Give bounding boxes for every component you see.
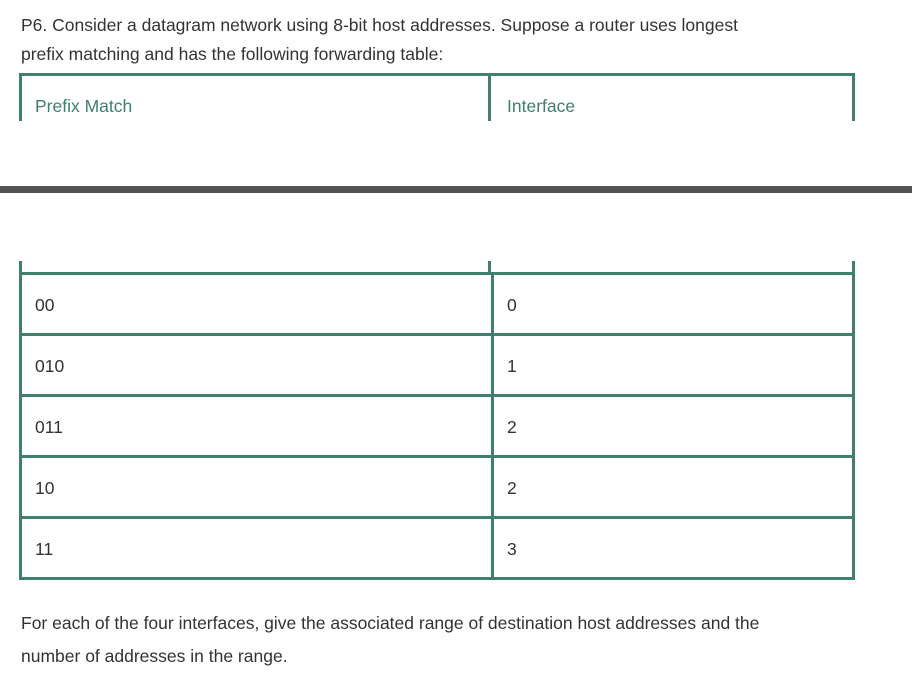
header-interface: Interface xyxy=(507,96,576,116)
row-divider xyxy=(491,397,494,455)
table-header-border-mid xyxy=(488,76,491,121)
table-row xyxy=(19,397,855,458)
table-header-border-right xyxy=(852,76,855,121)
cell-prefix: 010 xyxy=(35,356,65,376)
table-header-border-left xyxy=(19,76,22,121)
table-row xyxy=(19,275,855,336)
cell-interface: 1 xyxy=(507,356,517,376)
cell-interface: 3 xyxy=(507,539,517,559)
instruction-line-2: number of addresses in the range. xyxy=(21,646,288,666)
instruction-text xyxy=(21,607,891,673)
cell-interface: 0 xyxy=(507,295,517,315)
row-divider xyxy=(491,519,494,577)
cell-prefix: 011 xyxy=(35,417,63,437)
question-text xyxy=(21,11,891,69)
cell-prefix: 00 xyxy=(35,295,55,315)
row-divider xyxy=(491,458,494,516)
cell-prefix: 10 xyxy=(35,478,55,498)
table-row xyxy=(19,519,855,580)
question-line-2: prefix matching and has the following forwarding table: xyxy=(21,44,444,64)
row-divider xyxy=(491,336,494,394)
question-line-1: P6. Consider a datagram network using 8-bit host addresses. Suppose a router uses longest xyxy=(21,15,738,35)
instruction-line-1: For each of the four interfaces, give the associated range of destination host addresses and the xyxy=(21,613,760,633)
row-divider xyxy=(491,275,494,333)
table-row xyxy=(19,336,855,397)
horizontal-divider xyxy=(0,186,912,193)
cell-interface: 2 xyxy=(507,478,517,498)
cell-prefix: 11 xyxy=(35,539,54,559)
table-header xyxy=(19,73,855,121)
cell-interface: 2 xyxy=(507,417,517,437)
header-prefix-match: Prefix Match xyxy=(35,96,133,116)
table-row xyxy=(19,458,855,519)
